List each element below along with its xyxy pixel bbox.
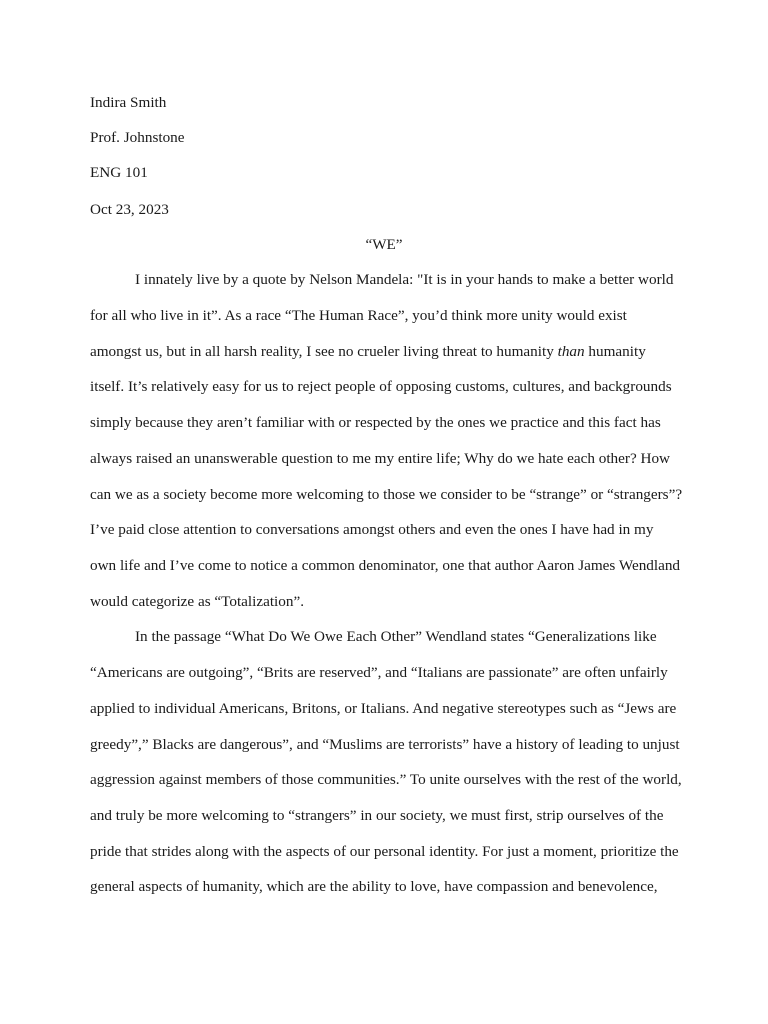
author-name: Indira Smith [90,94,167,111]
paragraph-2-line-6: and truly be more welcoming to “strangers” in our society, we must first, strip ourselves of the [90,807,664,824]
paragraph-1-line-3 [90,343,646,361]
paragraph-1-line-6: always raised an unanswerable question to me my entire life; Why do we hate each other? How [90,450,671,467]
professor-name: Prof. Johnstone [90,129,185,146]
paragraph-2-line-8: general aspects of humanity, which are the ability to love, have compassion and benevolence, [90,878,658,895]
paragraph-1-line-1: I innately live by a quote by Nelson Mandela: "It is in your hands to make a better world [135,271,674,288]
paragraph-1-line-3-start: amongst us, but in all harsh reality, I see no crueler living threat to humanity [90,343,558,360]
paragraph-1-line-3-end: humanity [584,343,646,360]
paragraph-2-line-7: pride that strides along with the aspects of our personal identity. For just a moment, prioritize the [90,843,679,860]
paragraph-2-line-4: greedy”,” Blacks are dangerous”, and “Muslims are terrorists” have a history of leading to unjust [90,736,680,753]
paragraph-1-line-4: itself. It’s relatively easy for us to reject people of opposing customs, cultures, and backgrounds [90,378,672,395]
paragraph-1-line-10: would categorize as “Totalization”. [90,593,304,610]
course-code: ENG 101 [90,164,148,181]
emphasis-than: than [557,343,585,360]
paragraph-2-line-3: applied to individual Americans, Britons, or Italians. And negative stereotypes such as “Jews are [90,700,677,717]
paragraph-2-line-2: “Americans are outgoing”, “Brits are reserved”, and “Italians are passionate” are often unfairly [90,664,668,681]
paragraph-1-line-7: can we as a society become more welcoming to those we consider to be “strange” or “strangers”? [90,486,683,503]
paragraph-1-line-8: I’ve paid close attention to conversations amongst others and even the ones I have had in my [90,521,654,538]
essay-date: Oct 23, 2023 [90,201,169,218]
paragraph-2-line-5: aggression against members of those communities.” To unite ourselves with the rest of the world, [90,771,682,788]
paragraph-1-line-9: own life and I’ve come to notice a common denominator, one that author Aaron James Wendland [90,557,681,574]
paragraph-2-line-1: In the passage “What Do We Owe Each Other” Wendland states “Generalizations like [135,628,657,645]
paragraph-1-line-5: simply because they aren’t familiar with or respected by the ones we practice and this fact has [90,414,661,431]
essay-title: “WE” [365,236,403,253]
paragraph-1-line-2: for all who live in it”. As a race “The Human Race”, you’d think more unity would exist [90,307,627,324]
